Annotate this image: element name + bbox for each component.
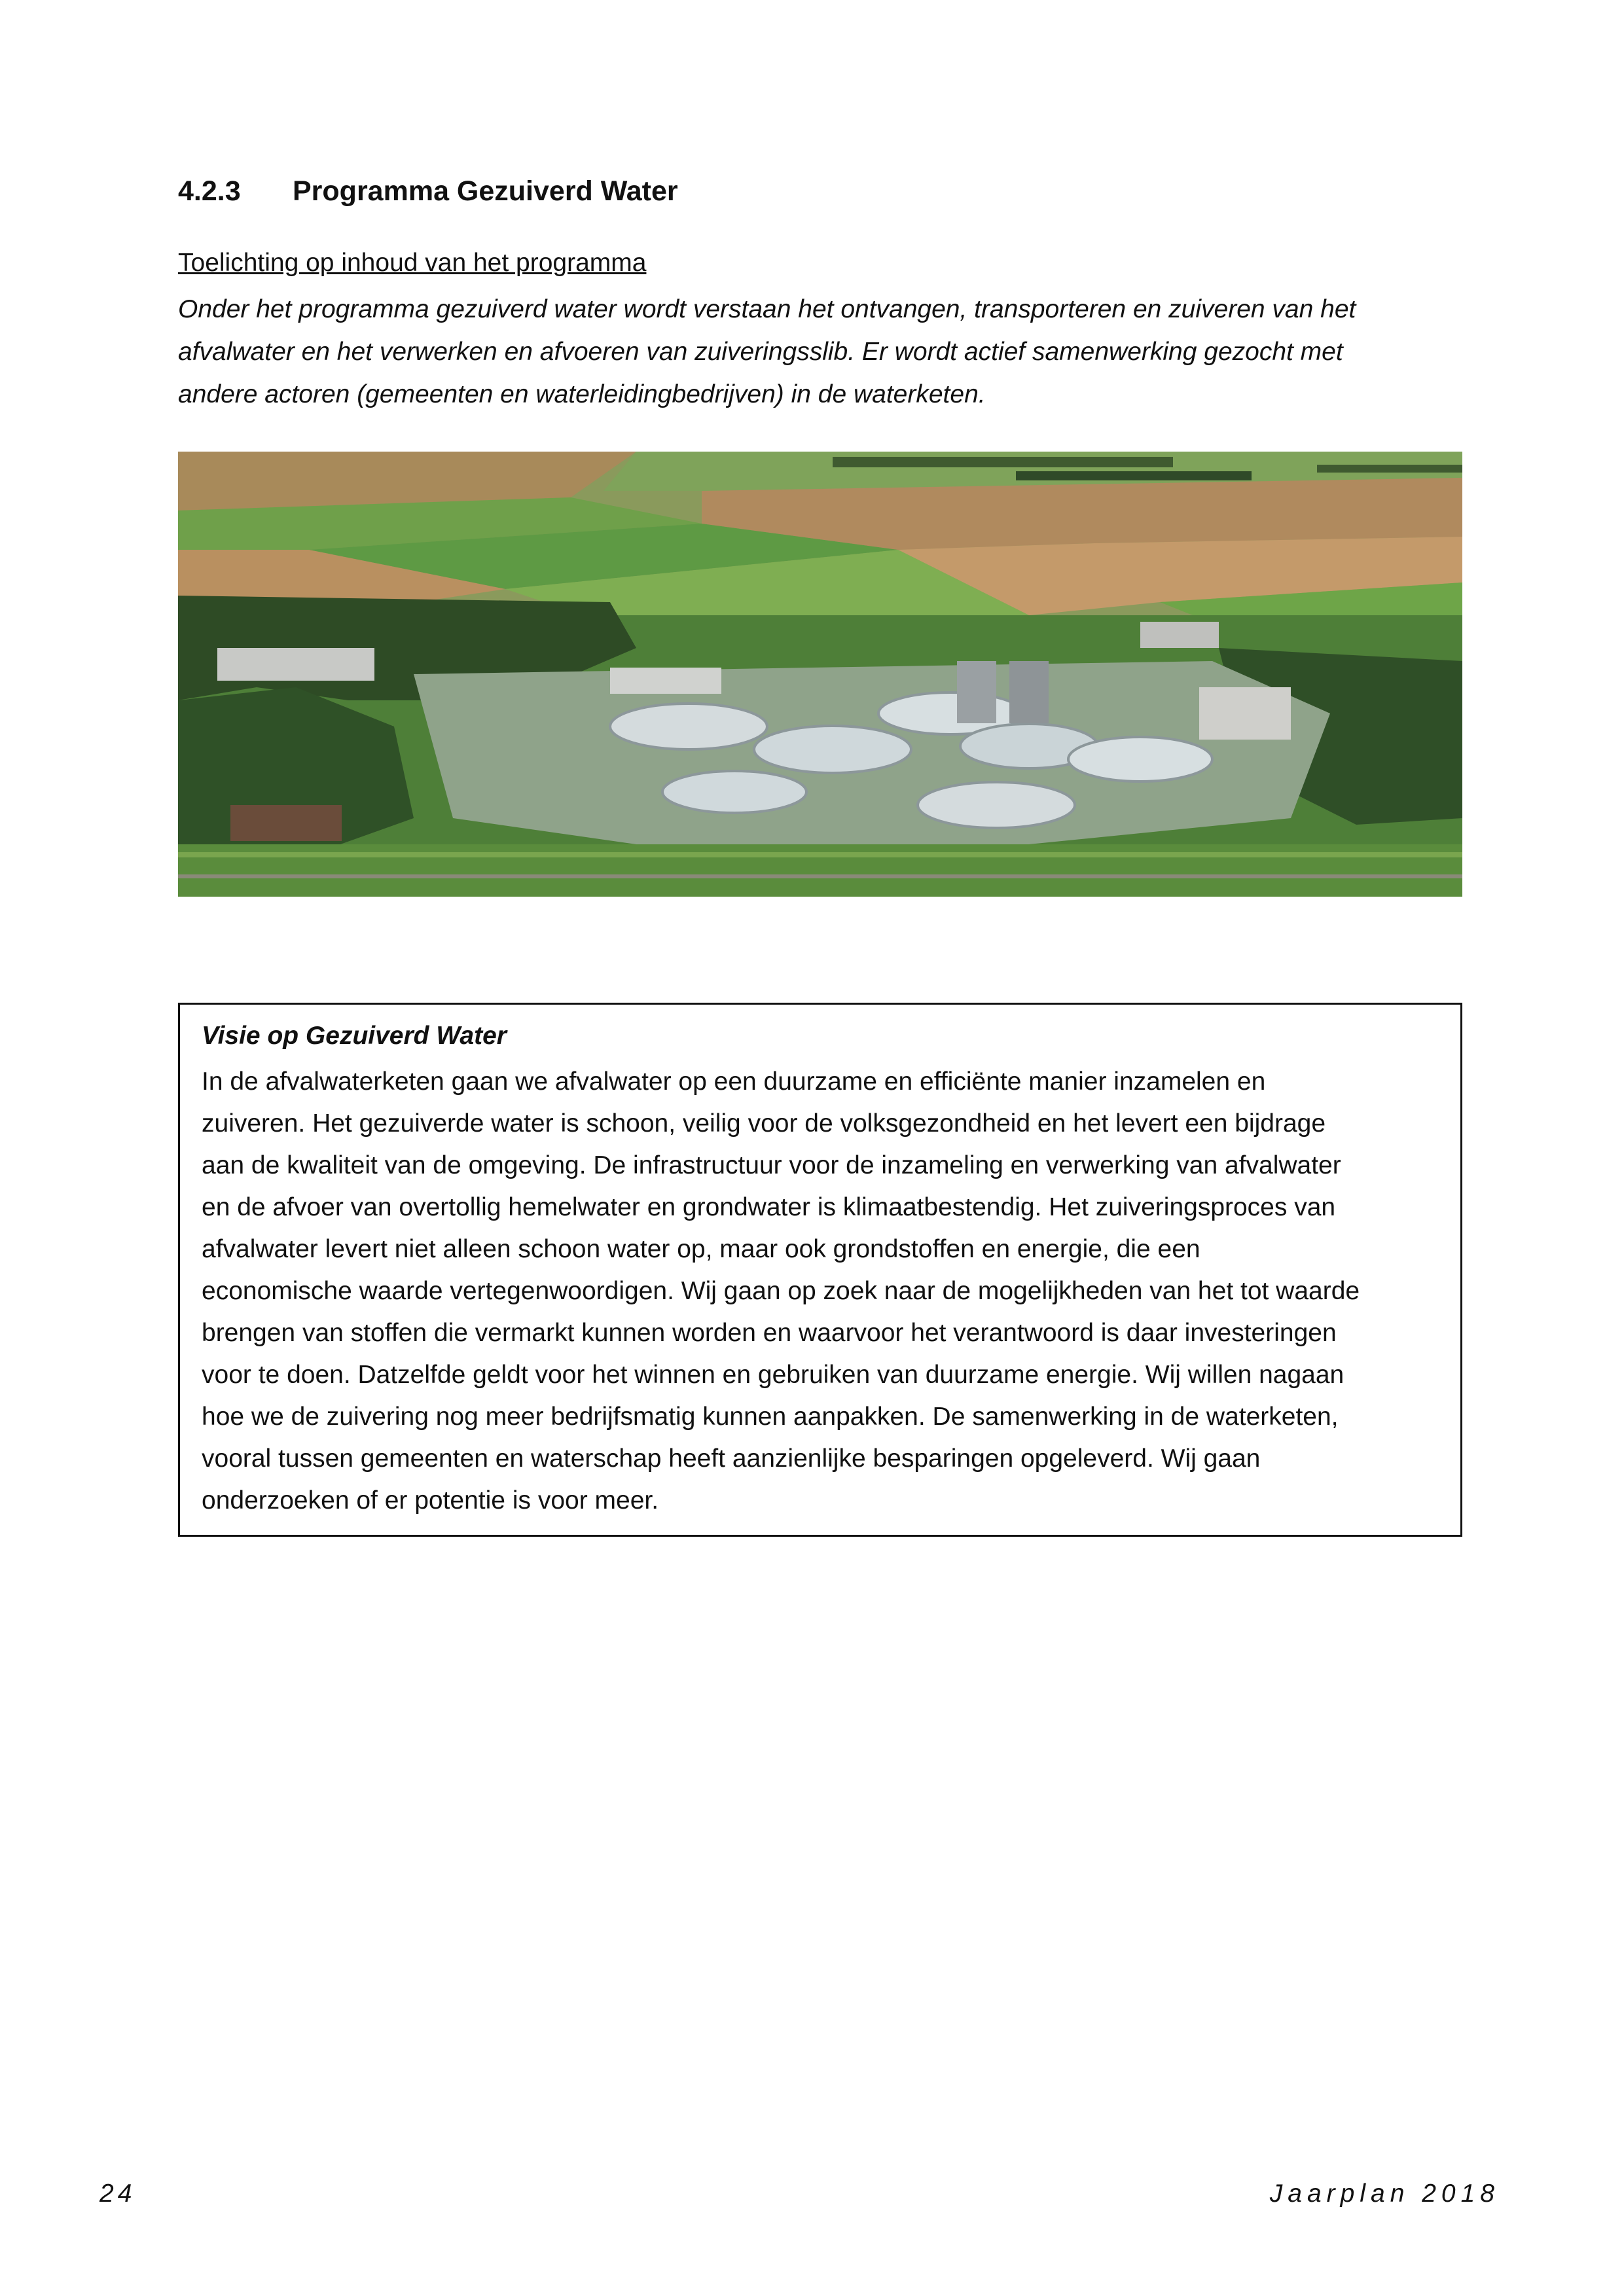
vision-line: zuiveren. Het gezuiverde water is schoon, veilig voor de volksgezondheid en het levert een bijdrage bbox=[202, 1109, 1326, 1138]
vision-line: In de afvalwaterketen gaan we afvalwater op een duurzame en efficiënte manier inzamelen en bbox=[202, 1067, 1266, 1096]
section-number: 4.2.3 bbox=[178, 175, 241, 207]
vision-line: brengen van stoffen die vermarkt kunnen worden en waarvoor het verantwoord is daar investeringen bbox=[202, 1319, 1337, 1347]
vision-line: economische waarde vertegenwoordigen. Wij gaan op zoek naar de mogelijkheden van het tot waarde bbox=[202, 1277, 1360, 1305]
wastewater-plant-aerial-photo bbox=[178, 452, 1462, 897]
vision-box bbox=[178, 1003, 1462, 1537]
document-title: Jaarplan 2018 bbox=[1269, 2179, 1500, 2208]
vision-line: voor te doen. Datzelfde geldt voor het winnen en gebruiken van duurzame energie. Wij willen nagaan bbox=[202, 1361, 1344, 1389]
aerial-photo-illustration bbox=[178, 452, 1462, 897]
section-title: Programma Gezuiverd Water bbox=[293, 175, 678, 207]
page-number: 24 bbox=[99, 2179, 136, 2208]
explanation-line: Onder het programma gezuiverd water wordt verstaan het ontvangen, transporteren en zuiveren van het bbox=[178, 295, 1356, 323]
explanation-text bbox=[178, 288, 1481, 416]
vision-line: onderzoeken of er potentie is voor meer. bbox=[202, 1486, 659, 1515]
vision-line: vooral tussen gemeenten en waterschap heeft aanzienlijke besparingen opgeleverd. Wij gaan bbox=[202, 1444, 1261, 1473]
vision-line: en de afvoer van overtollig hemelwater en grondwater is klimaatbestendig. Het zuiveringsproces van bbox=[202, 1193, 1336, 1221]
vision-text bbox=[202, 1061, 1445, 1522]
explanation-line: andere actoren (gemeenten en waterleidingbedrijven) in de waterketen. bbox=[178, 380, 986, 408]
section-heading bbox=[178, 175, 678, 207]
explanation-line: afvalwater en het verwerken en afvoeren van zuiveringsslib. Er wordt actief samenwerking gezocht met bbox=[178, 338, 1343, 366]
vision-line: hoe we de zuivering nog meer bedrijfsmatig kunnen aanpakken. De samenwerking in de waterketen, bbox=[202, 1403, 1339, 1431]
vision-line: aan de kwaliteit van de omgeving. De infrastructuur voor de inzameling en verwerking van afvalwater bbox=[202, 1151, 1341, 1179]
vision-line: afvalwater levert niet alleen schoon water op, maar ook grondstoffen en energie, die een bbox=[202, 1235, 1200, 1263]
vision-title: Visie op Gezuiverd Water bbox=[202, 1022, 507, 1050]
explanation-heading: Toelichting op inhoud van het programma bbox=[178, 249, 647, 277]
